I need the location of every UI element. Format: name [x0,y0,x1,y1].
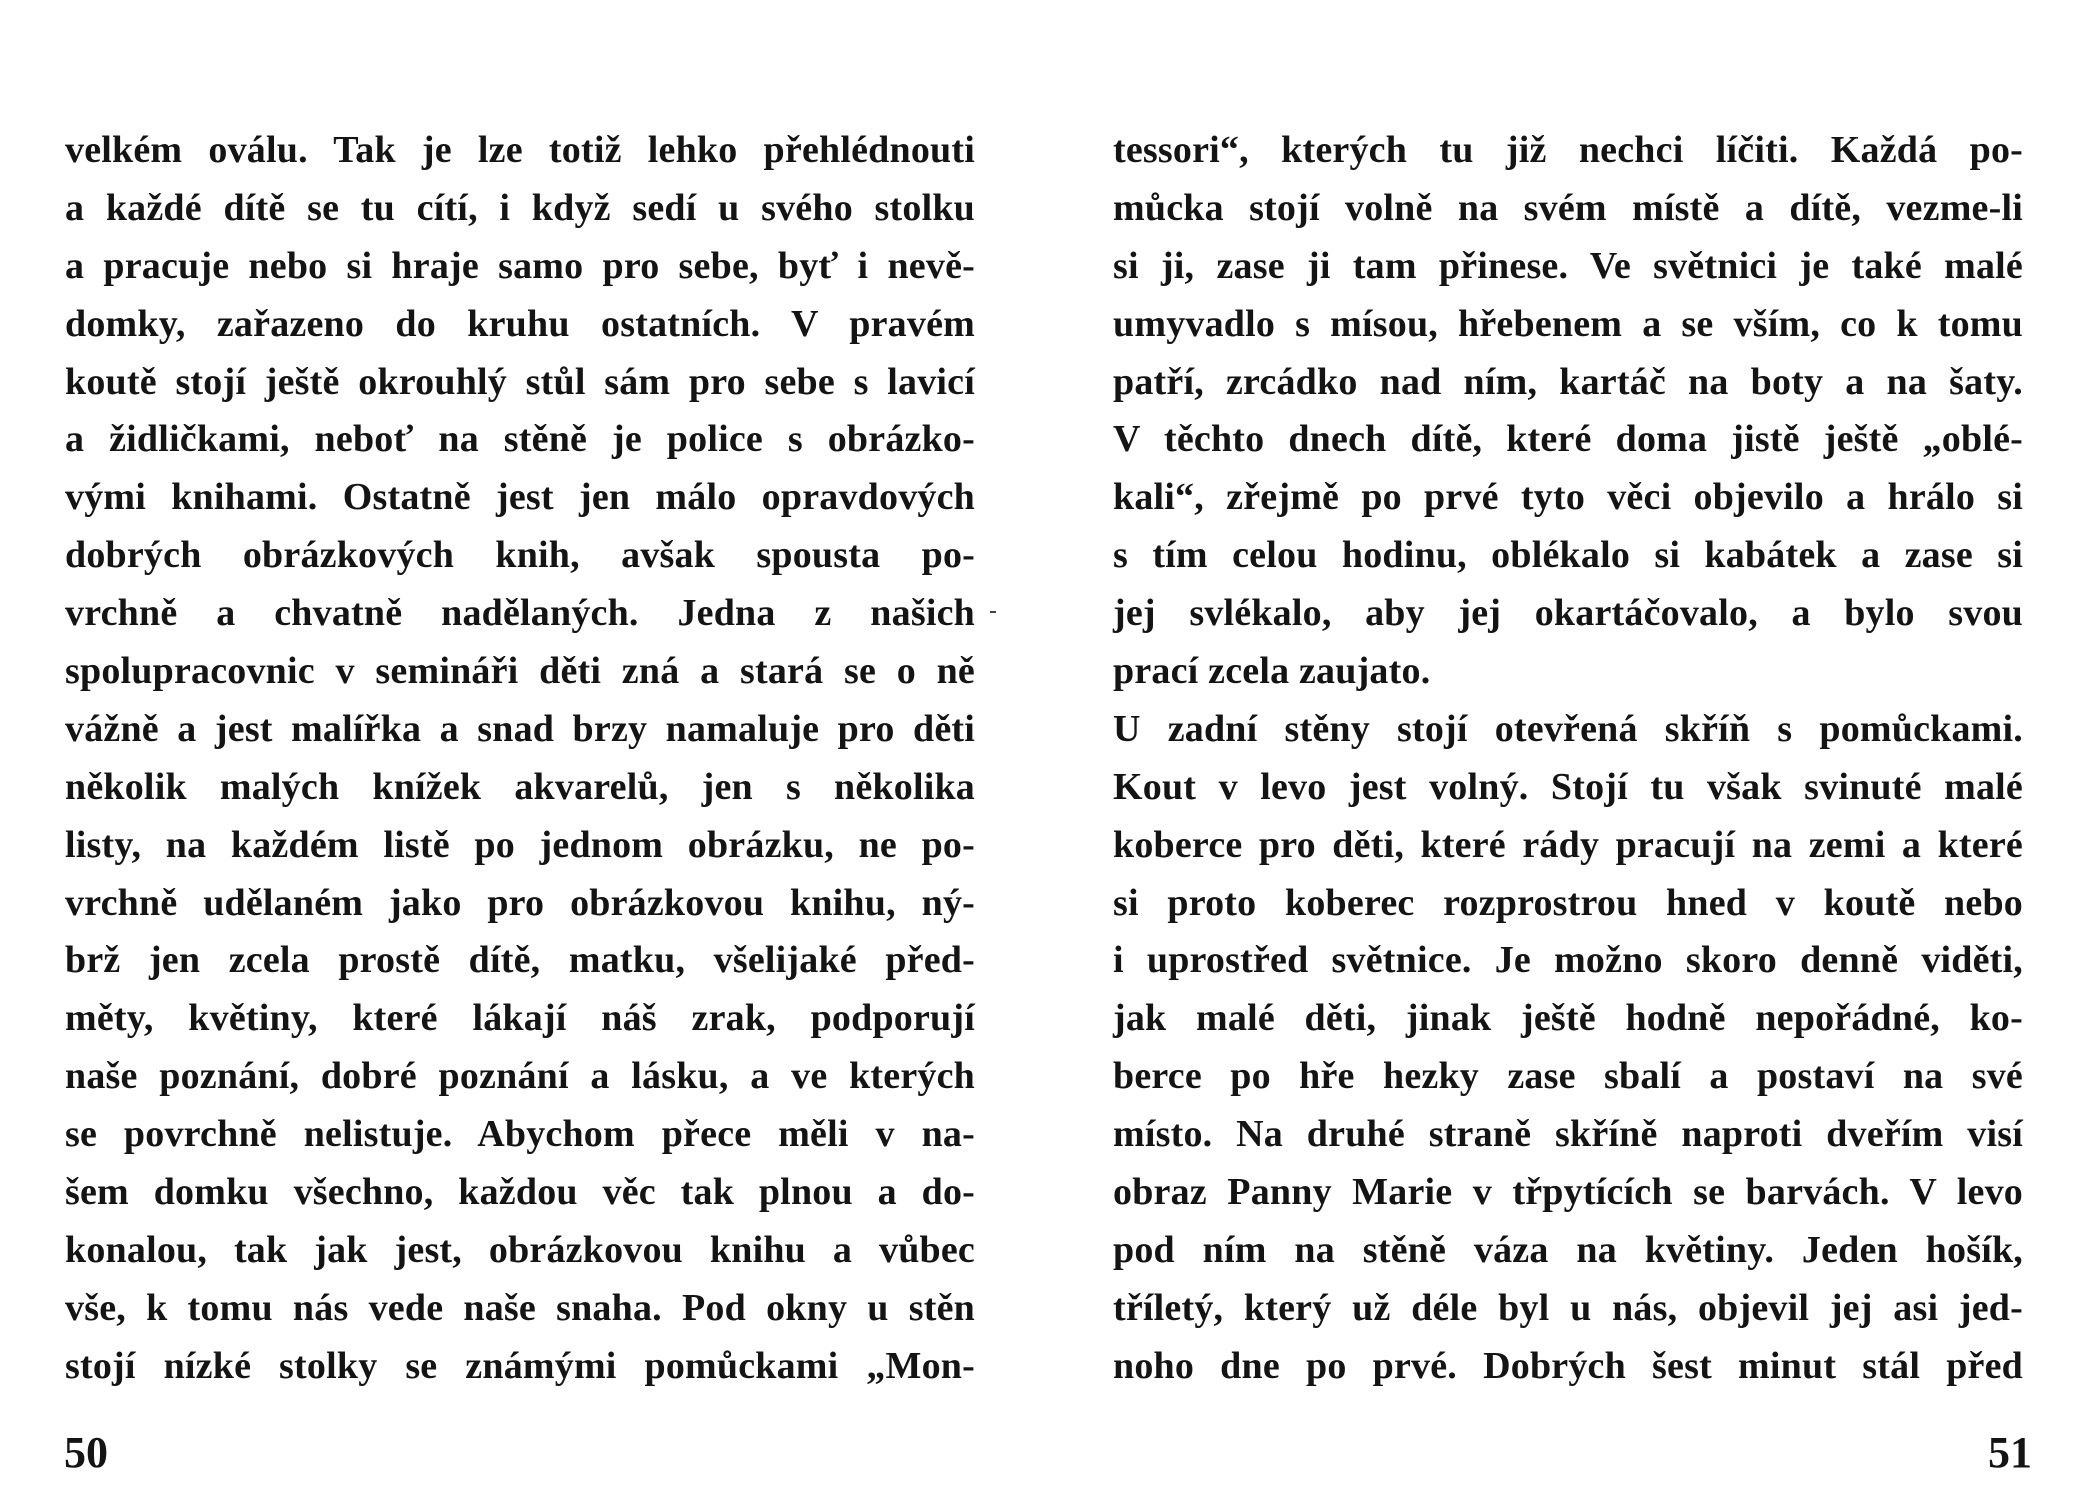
text-line: šem domku všechno, každou věc tak plnou a do- [65,1171,975,1214]
text-line: U zadní stěny stojí otevřená skříň s pomůckami. [1113,707,2023,750]
text-line: koutě stojí ještě okrouhlý stůl sám pro sebe s lavicí [65,360,975,403]
text-line: tessori“, kterých tu již nechci líčiti. Každá po- [1113,129,2023,171]
text-line: domky, zařazeno do kruhu ostatních. V pravém [65,302,975,345]
text-line: vážně a jest malířka a snad brzy namaluje pro děti [65,707,975,750]
text-line: prací zcela zaujato. [1113,650,1431,693]
text-line: se povrchně nelistuje. Abychom přece měli v na- [65,1113,975,1156]
right-page [1047,0,2094,1500]
text-line: dobrých obrázkových knih, avšak spousta po- [65,534,975,577]
text-line: tříletý, který už déle byl u nás, objevil jej asi jed- [1113,1286,2023,1329]
text-line: a pracuje nebo si hraje samo pro sebe, byť i nevě- [65,244,975,287]
text-line: několik malých knížek akvarelů, jen s několika [65,765,975,808]
text-line: a každé dítě se tu cítí, i když sedí u svého stolku [65,186,975,229]
text-line: jak malé děti, jinak ještě hodně nepořádné, ko- [1113,997,2023,1040]
text-line: brž jen zcela prostě dítě, matku, všelijaké před- [65,939,975,982]
text-line: vše, k tomu nás vede naše snaha. Pod okny u stěn [65,1286,975,1329]
text-line: berce po hře hezky zase sbalí a postaví na své [1113,1055,2023,1098]
page-number: 50 [64,1428,108,1477]
text-line: i uprostřed světnice. Je možno skoro denně viděti, [1113,939,2023,982]
text-line: pod ním na stěně váza na květiny. Jeden hošík, [1113,1228,2023,1271]
text-line: obraz Panny Marie v třpytících se barvách. V levo [1113,1171,2023,1214]
text-line: a židličkami, neboť na stěně je police s obrázko- [65,418,975,461]
text-line: místo. Na druhé straně skříně naproti dveřím visí [1113,1113,2023,1156]
text-line: si ji, zase ji tam přinese. Ve světnici je také malé [1113,244,2023,287]
text-line: listy, na každém listě po jednom obrázku, ne po- [65,823,975,866]
text-line: můcka stojí volně na svém místě a dítě, vezme-li [1113,186,2023,229]
text-line: Kout v levo jest volný. Stojí tu však svinuté malé [1113,765,2023,808]
stray-print-mark [990,611,996,613]
text-line: si proto koberec rozprostrou hned v koutě nebo [1113,881,2023,924]
left-page-text [65,122,975,1396]
text-line: V těchto dnech dítě, které doma jistě ještě „oblé- [1113,418,2023,461]
text-line: naše poznání, dobré poznání a lásku, a ve kterých [65,1055,975,1098]
text-line: vrchně a chvatně nadělaných. Jedna z našich [65,592,975,635]
text-line: spolupracovnic v semináři děti zná a stará se o ně [65,650,975,693]
text-line: měty, květiny, které lákají náš zrak, podporují [65,997,975,1040]
text-line: patří, zrcádko nad ním, kartáč na boty a na šaty. [1113,360,2023,403]
text-line: vrchně udělaném jako pro obrázkovou knihu, ný- [65,881,975,924]
text-line: s tím celou hodinu, oblékalo si kabátek a zase si [1113,534,2023,577]
text-line: konalou, tak jak jest, obrázkovou knihu a vůbec [65,1228,975,1271]
text-line: vými knihami. Ostatně jest jen málo opravdových [65,476,975,519]
page-number: 51 [1988,1428,2032,1477]
text-line: koberce pro děti, které rády pracují na zemi a které [1113,823,2023,866]
text-line: velkém oválu. Tak je lze totiž lehko přehlédnouti [65,129,975,171]
text-line: kali“, zřejmě po prvé tyto věci objevilo a hrálo si [1113,476,2023,519]
text-line: stojí nízké stolky se známými pomůckami „Mon- [65,1344,975,1387]
text-line: umyvadlo s mísou, hřebenem a se vším, co k tomu [1113,302,2023,345]
text-line: noho dne po prvé. Dobrých šest minut stál před [1113,1344,2023,1387]
text-line: jej svlékalo, aby jej okartáčovalo, a bylo svou [1113,592,2023,635]
right-page-text [1113,122,2023,1396]
